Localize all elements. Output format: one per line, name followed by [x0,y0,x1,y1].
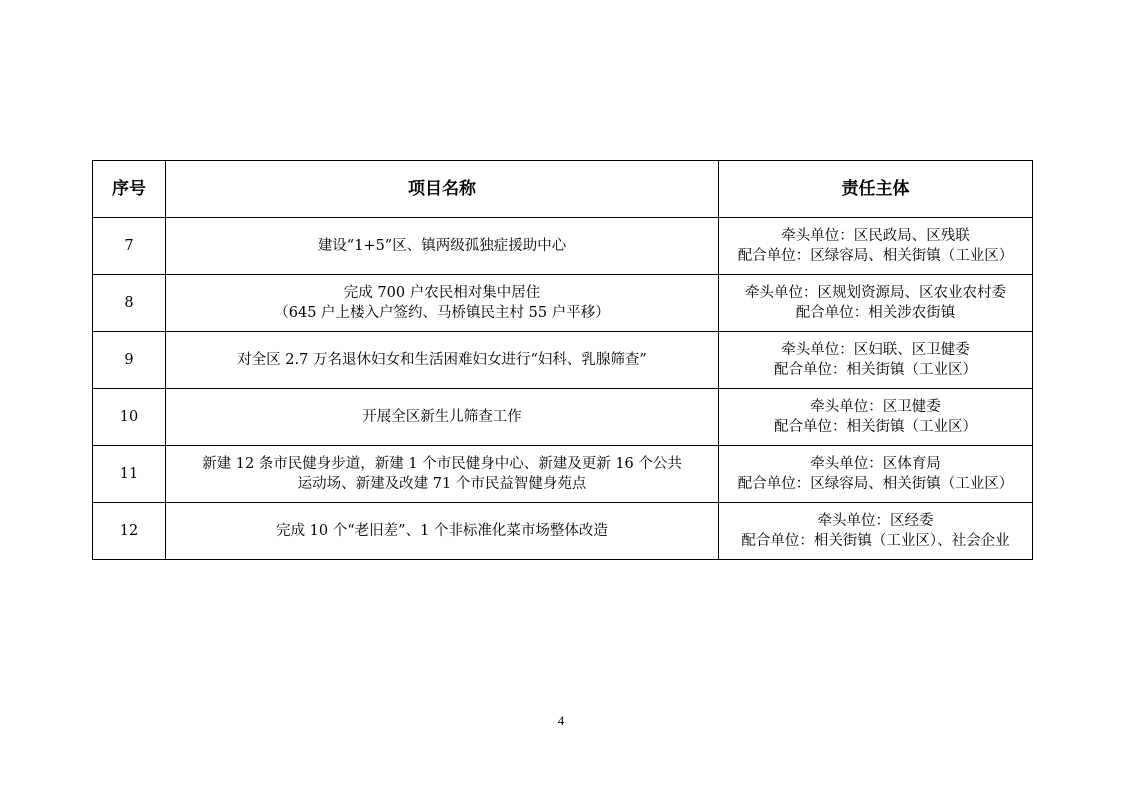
row-name [166,275,719,332]
row-owner-lead: 牵头单位：区民政局、区残联 [781,228,970,244]
table-row [93,275,1033,332]
row-name-line: 对全区 2.7 万名退休妇女和生活困难妇女进行“妇科、乳腺筛查” [237,352,647,368]
row-name-line: 完成 10 个“老旧差”、1 个非标准化菜市场整体改造 [276,523,608,539]
row-seq: 11 [93,446,166,503]
row-owner [719,446,1033,503]
row-owner [719,503,1033,560]
row-seq: 12 [93,503,166,560]
table-row [93,446,1033,503]
row-seq: 8 [93,275,166,332]
row-owner-support: 配合单位：相关涉农街镇 [795,305,956,321]
row-owner [719,332,1033,389]
table-row [93,503,1033,560]
row-owner-lead: 牵头单位：区经委 [817,513,934,529]
project-table [92,160,1033,560]
row-owner-support: 配合单位：相关街镇（工业区） [774,419,977,435]
row-name-line: （645 户上楼入户签约、马桥镇民主村 55 户平移） [274,305,610,321]
row-name [166,332,719,389]
header-seq: 序号 [93,161,166,218]
row-owner [719,218,1033,275]
table-row [93,218,1033,275]
row-owner [719,389,1033,446]
header-name: 项目名称 [166,161,719,218]
row-name-line: 新建 12 条市民健身步道，新建 1 个市民健身中心、新建及更新 16 个公共 [202,456,682,472]
row-owner-lead: 牵头单位：区规划资源局、区农业农村委 [745,285,1006,301]
row-owner [719,275,1033,332]
row-name [166,446,719,503]
row-name-line: 完成 700 户农民相对集中居住 [343,285,541,301]
table-row [93,332,1033,389]
row-owner-support: 配合单位：区绿容局、相关街镇（工业区） [737,248,1014,264]
row-name-line: 建设“1+5”区、镇两级孤独症援助中心 [317,238,567,254]
row-owner-support: 配合单位：相关街镇（工业区） [774,362,977,378]
row-owner-lead: 牵头单位：区体育局 [810,456,941,472]
row-seq: 7 [93,218,166,275]
row-name [166,503,719,560]
table-row [93,389,1033,446]
row-owner-lead: 牵头单位：区妇联、区卫健委 [781,342,970,358]
row-name-line: 运动场、新建及改建 71 个市民益智健身苑点 [297,476,587,492]
page-number: 4 [557,713,565,728]
table-header-row [93,161,1033,218]
row-owner-support: 配合单位：区绿容局、相关街镇（工业区） [737,476,1014,492]
row-name [166,389,719,446]
row-seq: 9 [93,332,166,389]
row-owner-lead: 牵头单位：区卫健委 [810,399,941,415]
row-seq: 10 [93,389,166,446]
header-owner: 责任主体 [719,161,1033,218]
row-owner-support: 配合单位：相关街镇（工业区）、社会企业 [741,533,1010,549]
row-name [166,218,719,275]
row-name-line: 开展全区新生儿筛查工作 [362,409,522,425]
